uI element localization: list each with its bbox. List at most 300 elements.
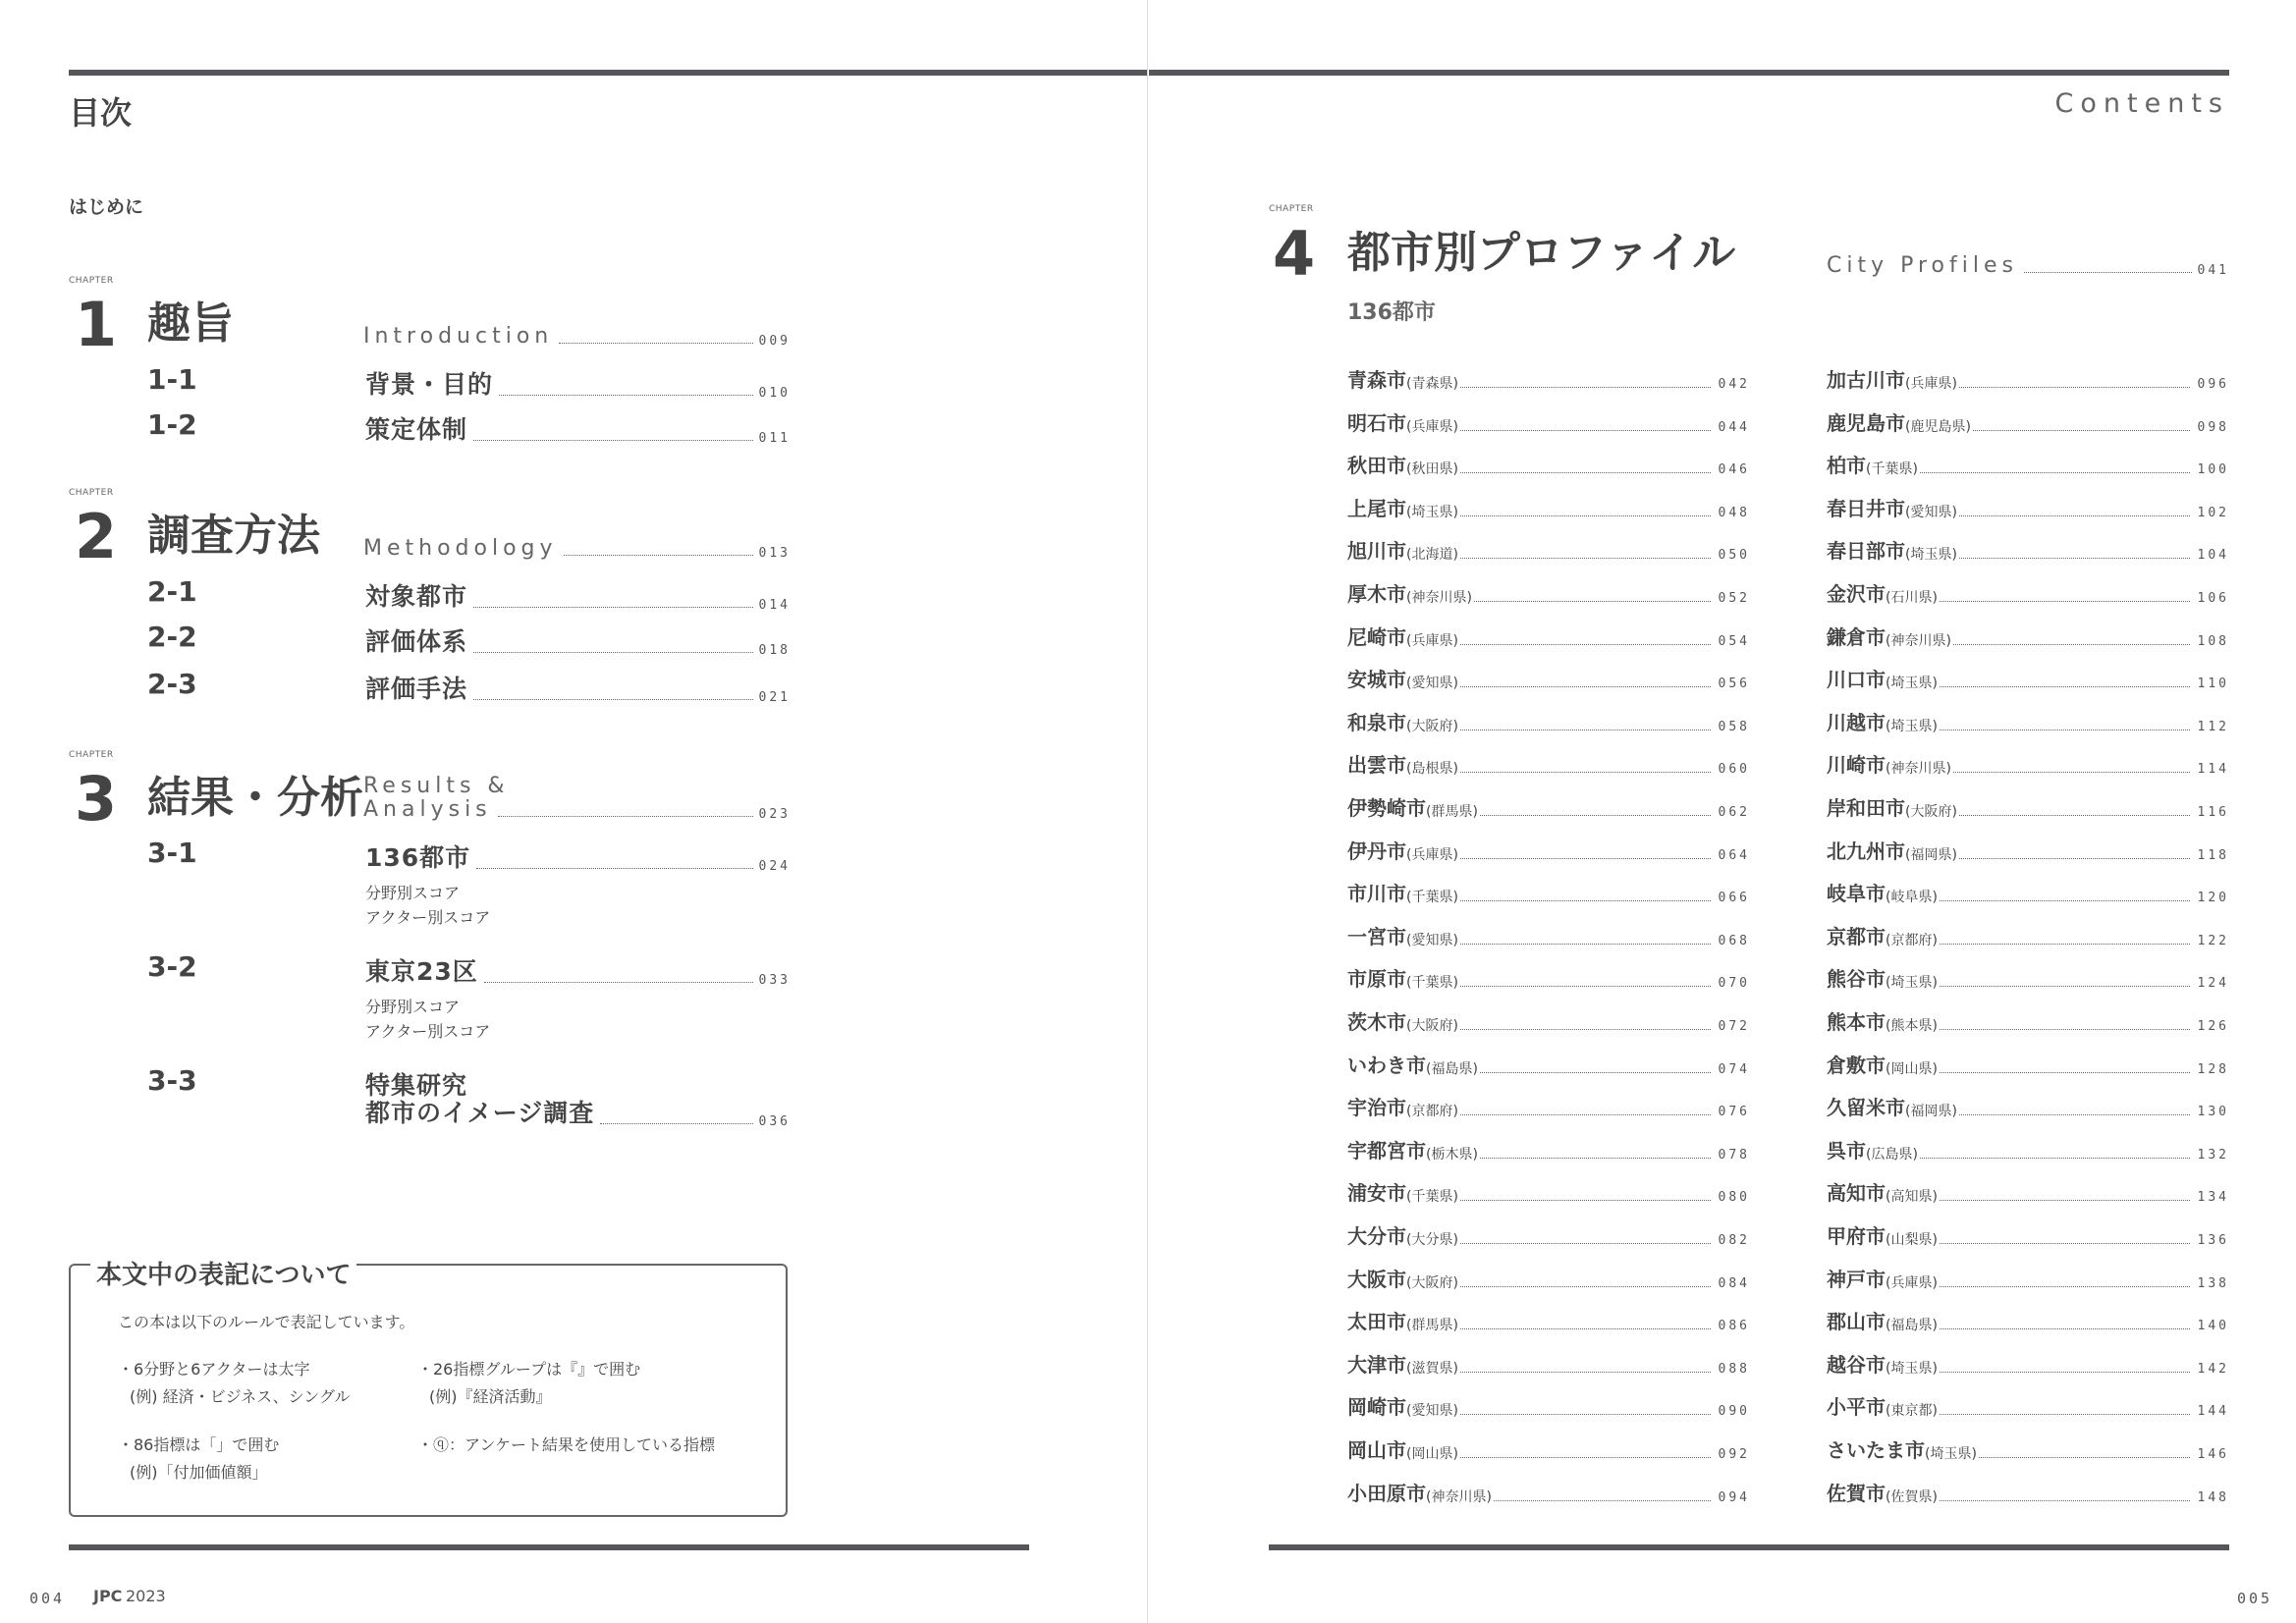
chapter-eng-title: Introduction xyxy=(363,324,554,349)
city-row[interactable] xyxy=(1347,410,1750,436)
page-number: 068 xyxy=(1718,933,1750,948)
city-row[interactable] xyxy=(1347,924,1750,949)
city-name: 甲府市 xyxy=(1827,1224,1886,1248)
city-name: 旭川市 xyxy=(1347,539,1406,564)
city-row[interactable] xyxy=(1827,1095,2229,1120)
leader-dots xyxy=(1460,1414,1711,1415)
city-row[interactable] xyxy=(1827,1180,2229,1206)
city-row[interactable] xyxy=(1827,1437,2229,1463)
city-name: 呉市 xyxy=(1827,1138,1866,1163)
chapter-title[interactable]: 都市別プロファイル xyxy=(1347,228,1736,278)
prefecture-name: (滋賀県) xyxy=(1406,1360,1458,1377)
city-row[interactable] xyxy=(1827,1053,2229,1078)
city-name: 川崎市 xyxy=(1827,753,1886,778)
leader-dots xyxy=(1959,515,2190,516)
page-number: 044 xyxy=(1718,419,1750,435)
page-number: 021 xyxy=(758,690,791,705)
city-name: 和泉市 xyxy=(1347,710,1406,734)
leader-dots xyxy=(1940,1414,2190,1415)
intro-link[interactable]: はじめに xyxy=(69,196,144,218)
prefecture-name: (愛知県) xyxy=(1406,932,1458,948)
city-row[interactable] xyxy=(1347,752,1750,778)
page-number: 072 xyxy=(1718,1019,1750,1034)
page-number: 058 xyxy=(1718,719,1750,734)
city-name: 明石市 xyxy=(1347,410,1406,435)
city-row[interactable] xyxy=(1347,1267,1750,1292)
leader-dots xyxy=(484,982,753,983)
page-number: 042 xyxy=(1718,377,1750,392)
notation-rule: ・6分野と6アクターは太字 xyxy=(118,1360,310,1379)
page-number: 136 xyxy=(2197,1233,2229,1248)
city-name: 鹿児島市 xyxy=(1827,410,1905,435)
toc-row-chapter-4[interactable] xyxy=(1827,253,2229,278)
page-number: 146 xyxy=(2197,1447,2229,1462)
city-row[interactable] xyxy=(1827,710,2229,735)
city-row[interactable] xyxy=(1347,966,1750,992)
section-title: 評価手法 xyxy=(365,675,468,703)
leader-dots xyxy=(1494,1500,1711,1501)
chapter-eng-title-line1: Results & xyxy=(363,774,510,798)
page-number: 122 xyxy=(2197,933,2229,948)
city-row[interactable] xyxy=(1827,453,2229,478)
city-name: 川越市 xyxy=(1827,710,1886,734)
city-row[interactable] xyxy=(1347,496,1750,521)
chapter-title[interactable]: 調査方法 xyxy=(147,511,320,561)
toc-row-section-3-3[interactable] xyxy=(365,1094,791,1129)
section-title: 評価体系 xyxy=(365,627,468,656)
leader-dots xyxy=(1460,1372,1711,1373)
toc-row-chapter-1[interactable] xyxy=(363,324,791,349)
city-row[interactable] xyxy=(1347,1394,1750,1420)
city-name: 高知市 xyxy=(1827,1181,1886,1206)
leader-dots xyxy=(1959,387,2190,388)
city-row[interactable] xyxy=(1827,752,2229,778)
leader-dots xyxy=(1460,387,1711,388)
page-number: 094 xyxy=(1718,1489,1750,1505)
prefecture-name: (愛知県) xyxy=(1406,1403,1458,1420)
bottom-rule-left xyxy=(69,1544,1029,1550)
prefecture-name: (兵庫県) xyxy=(1905,376,1957,392)
leader-dots xyxy=(1460,1243,1711,1244)
section-number: 3-3 xyxy=(147,1064,197,1097)
page-number: 148 xyxy=(2197,1489,2229,1505)
leader-dots xyxy=(1460,1114,1711,1115)
leader-dots xyxy=(1959,815,2190,816)
leader-dots xyxy=(473,440,753,441)
prefecture-name: (埼玉県) xyxy=(1886,718,1938,734)
page-number: 102 xyxy=(2197,505,2229,520)
notation-rule: ・26指標グループは『』で囲む xyxy=(417,1360,641,1379)
section-title: 対象都市 xyxy=(365,582,468,611)
leader-dots xyxy=(1460,558,1711,559)
city-name: 伊勢崎市 xyxy=(1347,796,1426,820)
leader-dots xyxy=(1480,1072,1711,1073)
page-gutter xyxy=(1147,0,1148,1623)
page-number: 104 xyxy=(2197,548,2229,564)
prefecture-name: (岡山県) xyxy=(1886,1060,1938,1077)
city-row[interactable] xyxy=(1827,410,2229,436)
leader-dots xyxy=(1460,1200,1711,1201)
city-row[interactable] xyxy=(1827,367,2229,393)
prefecture-name: (島根県) xyxy=(1406,761,1458,778)
page-number: 116 xyxy=(2197,805,2229,820)
prefecture-name: (石川県) xyxy=(1886,590,1938,606)
prefecture-name: (埼玉県) xyxy=(1886,975,1938,992)
page-number: 023 xyxy=(758,807,791,822)
chapter-eng-title-line2: Analysis xyxy=(363,797,492,822)
city-name: 一宮市 xyxy=(1347,924,1406,948)
leader-dots xyxy=(1460,900,1711,901)
prefecture-name: (群馬県) xyxy=(1426,804,1478,820)
leader-dots xyxy=(1940,1243,2190,1244)
page-number: 084 xyxy=(1718,1275,1750,1291)
city-row[interactable] xyxy=(1827,1267,2229,1292)
city-name: 熊谷市 xyxy=(1827,967,1886,992)
city-name: 青森市 xyxy=(1347,368,1406,392)
leader-dots xyxy=(1460,515,1711,516)
page-number: 013 xyxy=(758,546,791,561)
prefecture-name: (神奈川県) xyxy=(1406,590,1472,606)
page-number: 033 xyxy=(758,973,791,988)
leader-dots xyxy=(1940,1286,2190,1287)
prefecture-name: (大阪府) xyxy=(1905,804,1957,820)
page-number: 066 xyxy=(1718,891,1750,906)
leader-dots xyxy=(1460,686,1711,687)
leader-dots xyxy=(1940,601,2190,602)
page-number: 124 xyxy=(2197,976,2229,992)
city-row[interactable] xyxy=(1347,453,1750,478)
city-row[interactable] xyxy=(1827,1394,2229,1420)
page-number: 062 xyxy=(1718,805,1750,820)
page-number: 088 xyxy=(1718,1361,1750,1377)
section-title: 背景・目的 xyxy=(365,370,494,399)
page-number: 144 xyxy=(2197,1404,2229,1420)
city-row[interactable] xyxy=(1347,1053,1750,1078)
leader-dots xyxy=(1480,1158,1711,1159)
page-number: 036 xyxy=(758,1114,791,1129)
city-name: 倉敷市 xyxy=(1827,1053,1886,1077)
leader-dots xyxy=(473,652,753,653)
city-row[interactable] xyxy=(1827,1352,2229,1378)
leader-dots xyxy=(1460,1328,1711,1329)
page-number: 140 xyxy=(2197,1319,2229,1334)
prefecture-name: (神奈川県) xyxy=(1426,1488,1492,1505)
city-row[interactable] xyxy=(1347,881,1750,906)
city-row[interactable] xyxy=(1827,881,2229,906)
toc-row-section-2-1[interactable] xyxy=(365,577,791,613)
city-row[interactable] xyxy=(1347,1223,1750,1249)
toc-row-chapter-2[interactable] xyxy=(363,536,791,561)
city-row[interactable] xyxy=(1827,1009,2229,1035)
subsection-item[interactable]: アクター別スコア xyxy=(365,908,491,927)
prefecture-name: (北海道) xyxy=(1406,547,1458,564)
prefecture-name: (広島県) xyxy=(1866,1146,1918,1163)
city-row[interactable] xyxy=(1347,1180,1750,1206)
toc-row-section-3-1[interactable] xyxy=(365,839,791,874)
prefecture-name: (神奈川県) xyxy=(1886,632,1951,649)
prefecture-name: (兵庫県) xyxy=(1406,632,1458,649)
city-row[interactable] xyxy=(1347,1309,1750,1334)
page-number: 112 xyxy=(2197,719,2229,734)
prefecture-name: (福島県) xyxy=(1426,1060,1478,1077)
page-number: 060 xyxy=(1718,762,1750,778)
leader-dots xyxy=(1959,858,2190,859)
leader-dots xyxy=(1460,1457,1711,1458)
subsection-item[interactable]: 分野別スコア xyxy=(365,884,461,902)
prefecture-name: (京都府) xyxy=(1886,932,1938,948)
city-name: 岸和田市 xyxy=(1827,796,1905,820)
leader-dots xyxy=(1940,1500,2190,1501)
section-number: 2-1 xyxy=(147,575,197,608)
chapter-title[interactable]: 趣旨 xyxy=(147,298,234,349)
prefecture-name: (埼玉県) xyxy=(1886,676,1938,692)
prefecture-name: (千葉県) xyxy=(1406,975,1458,992)
page-number: 070 xyxy=(1718,976,1750,992)
city-name: 川口市 xyxy=(1827,668,1886,692)
city-row[interactable] xyxy=(1347,795,1750,821)
city-name: 京都市 xyxy=(1827,924,1886,948)
city-row[interactable] xyxy=(1827,924,2229,949)
section-number: 3-1 xyxy=(147,837,197,869)
city-row[interactable] xyxy=(1347,667,1750,692)
section-number: 1-2 xyxy=(147,408,197,441)
prefecture-name: (埼玉県) xyxy=(1406,504,1458,520)
section-title: 策定体制 xyxy=(365,415,468,444)
page-title-english: Contents xyxy=(2054,88,2229,119)
footer-brand: JPC xyxy=(93,1587,123,1605)
city-row[interactable] xyxy=(1347,581,1750,607)
city-row[interactable] xyxy=(1827,667,2229,692)
leader-dots xyxy=(1959,558,2190,559)
prefecture-name: (兵庫県) xyxy=(1406,846,1458,863)
city-name: 春日部市 xyxy=(1827,539,1905,564)
city-row[interactable] xyxy=(1827,581,2229,607)
notation-example: (例)『経済活動』 xyxy=(429,1387,552,1406)
leader-dots xyxy=(499,395,753,396)
prefecture-name: (愛知県) xyxy=(1905,504,1957,520)
city-name: 加古川市 xyxy=(1827,368,1905,392)
prefecture-name: (鹿児島県) xyxy=(1905,418,1971,435)
city-name: 神戸市 xyxy=(1827,1267,1886,1291)
city-row[interactable] xyxy=(1827,1138,2229,1163)
city-name: 宇都宮市 xyxy=(1347,1138,1426,1163)
prefecture-name: (山梨県) xyxy=(1886,1232,1938,1248)
prefecture-name: (群馬県) xyxy=(1406,1318,1458,1334)
leader-dots xyxy=(1940,686,2190,687)
leader-dots xyxy=(559,343,752,344)
notation-rule: ・ⓠ：アンケート結果を使用している指標 xyxy=(417,1435,716,1454)
leader-dots xyxy=(1979,1457,2190,1458)
city-name: 郡山市 xyxy=(1827,1310,1886,1334)
city-row[interactable] xyxy=(1827,1309,2229,1334)
section-number: 2-3 xyxy=(147,668,197,700)
prefecture-name: (京都府) xyxy=(1406,1104,1458,1120)
leader-dots xyxy=(1460,644,1711,645)
city-row[interactable] xyxy=(1347,839,1750,864)
page-number: 024 xyxy=(758,859,791,874)
notation-example: (例) 経済・ビジネス、シングル xyxy=(130,1387,351,1406)
city-row[interactable] xyxy=(1827,1481,2229,1506)
chapter-number: 4 xyxy=(1273,218,1316,290)
notation-rule: ・86指標は「」で囲む xyxy=(118,1435,280,1454)
city-name: 市川市 xyxy=(1347,882,1406,906)
page-number: 011 xyxy=(758,431,791,446)
subsection-item[interactable]: アクター別スコア xyxy=(365,1022,491,1041)
chapter-title[interactable]: 結果・分析 xyxy=(147,773,363,823)
city-row[interactable] xyxy=(1347,1352,1750,1378)
city-name: 安城市 xyxy=(1347,668,1406,692)
city-name: 市原市 xyxy=(1347,967,1406,992)
city-name: 北九州市 xyxy=(1827,839,1905,863)
leader-dots xyxy=(564,555,753,556)
toc-row-chapter-3[interactable] xyxy=(363,797,791,822)
page-number: 096 xyxy=(2197,377,2229,392)
prefecture-name: (埼玉県) xyxy=(1886,1360,1938,1377)
prefecture-name: (福岡県) xyxy=(1905,1104,1957,1120)
leader-dots xyxy=(1940,1029,2190,1030)
page-number: 050 xyxy=(1718,548,1750,564)
page-number: 086 xyxy=(1718,1319,1750,1334)
city-name: 佐賀市 xyxy=(1827,1481,1886,1505)
city-row[interactable] xyxy=(1347,1009,1750,1035)
chapter-tag: CHAPTER xyxy=(69,488,114,498)
prefecture-name: (千葉県) xyxy=(1866,461,1918,478)
toc-row-section-3-2[interactable] xyxy=(365,952,791,988)
city-row[interactable] xyxy=(1827,966,2229,992)
leader-dots xyxy=(1920,1158,2190,1159)
city-row[interactable] xyxy=(1347,710,1750,735)
top-rule-left xyxy=(69,70,1147,76)
leader-dots xyxy=(2024,272,2192,273)
notation-example: (例)「付加価値額」 xyxy=(130,1463,268,1482)
prefecture-name: (千葉県) xyxy=(1406,890,1458,906)
city-row[interactable] xyxy=(1827,1223,2229,1249)
chapter-tag: CHAPTER xyxy=(69,750,114,760)
city-name: 太田市 xyxy=(1347,1310,1406,1334)
page-number: 041 xyxy=(2197,263,2229,278)
city-name: 茨木市 xyxy=(1347,1010,1406,1034)
city-name: 岐阜市 xyxy=(1827,882,1886,906)
prefecture-name: (兵庫県) xyxy=(1406,418,1458,435)
toc-row-section-2-3[interactable] xyxy=(365,670,791,705)
page-number: 098 xyxy=(2197,419,2229,435)
toc-row-section-1-2[interactable] xyxy=(365,410,791,446)
section-number: 1-1 xyxy=(147,363,197,396)
page-title: 目次 xyxy=(69,94,133,132)
prefecture-name: (岡山県) xyxy=(1406,1446,1458,1462)
prefecture-name: (大阪府) xyxy=(1406,718,1458,734)
city-name: 上尾市 xyxy=(1347,496,1406,520)
page-number: 132 xyxy=(2197,1147,2229,1163)
page-number: 142 xyxy=(2197,1361,2229,1377)
footer-page-number: 005 xyxy=(2237,1590,2273,1607)
leader-dots xyxy=(1460,472,1711,473)
city-row[interactable] xyxy=(1827,538,2229,564)
leader-dots xyxy=(1460,944,1711,945)
leader-dots xyxy=(1460,1286,1711,1287)
city-row[interactable] xyxy=(1347,1095,1750,1120)
city-row[interactable] xyxy=(1347,624,1750,650)
city-row[interactable] xyxy=(1347,1437,1750,1463)
leader-dots xyxy=(1940,944,2190,945)
chapter-number: 2 xyxy=(75,501,118,572)
leader-dots xyxy=(1940,1072,2190,1073)
city-row[interactable] xyxy=(1827,624,2229,650)
prefecture-name: (神奈川県) xyxy=(1886,761,1951,778)
leader-dots xyxy=(600,1123,752,1124)
page-number: 082 xyxy=(1718,1233,1750,1248)
page-number: 126 xyxy=(2197,1019,2229,1034)
prefecture-name: (福島県) xyxy=(1886,1318,1938,1334)
city-row[interactable] xyxy=(1347,1481,1750,1506)
prefecture-name: (高知県) xyxy=(1886,1189,1938,1206)
leader-dots xyxy=(1940,900,2190,901)
section-title-line1: 特集研究 xyxy=(365,1071,468,1100)
leader-dots xyxy=(1460,986,1711,987)
page-number: 128 xyxy=(2197,1061,2229,1077)
leader-dots xyxy=(1940,1200,2190,1201)
prefecture-name: (岐阜県) xyxy=(1886,890,1938,906)
city-name: 尼崎市 xyxy=(1347,624,1406,649)
leader-dots xyxy=(1460,858,1711,859)
page-number: 052 xyxy=(1718,591,1750,606)
section-number: 3-2 xyxy=(147,950,197,983)
city-row[interactable] xyxy=(1827,496,2229,521)
page-number: 046 xyxy=(1718,462,1750,478)
city-row[interactable] xyxy=(1827,795,2229,821)
toc-row-section-1-1[interactable] xyxy=(365,365,791,401)
subsection-item[interactable]: 分野別スコア xyxy=(365,998,461,1016)
prefecture-name: (大阪府) xyxy=(1406,1274,1458,1291)
city-row[interactable] xyxy=(1827,839,2229,864)
section-title-line2: 都市のイメージ調査 xyxy=(365,1099,595,1127)
city-name: 久留米市 xyxy=(1827,1096,1905,1120)
page-number: 110 xyxy=(2197,676,2229,692)
page-number: 048 xyxy=(1718,505,1750,520)
city-row[interactable] xyxy=(1347,538,1750,564)
toc-row-section-2-2[interactable] xyxy=(365,622,791,658)
city-name: 大分市 xyxy=(1347,1224,1406,1248)
page-number: 130 xyxy=(2197,1105,2229,1120)
chapter-number: 1 xyxy=(75,289,118,360)
chapter-number: 3 xyxy=(75,763,118,835)
city-name: 熊本市 xyxy=(1827,1010,1886,1034)
leader-dots xyxy=(1460,1029,1711,1030)
leader-dots xyxy=(1953,772,2190,773)
leader-dots xyxy=(1480,815,1711,816)
section-number: 2-2 xyxy=(147,621,197,653)
leader-dots xyxy=(1460,430,1711,431)
city-name: 鎌倉市 xyxy=(1827,624,1886,649)
city-row[interactable] xyxy=(1347,1138,1750,1163)
page-number: 106 xyxy=(2197,591,2229,606)
leader-dots xyxy=(1940,986,2190,987)
leader-dots xyxy=(1973,430,2190,431)
chapter-subtitle: 136都市 xyxy=(1347,300,1436,325)
leader-dots xyxy=(476,868,752,869)
city-name: 柏市 xyxy=(1827,454,1866,478)
city-name: いわき市 xyxy=(1347,1053,1426,1077)
city-name: 秋田市 xyxy=(1347,454,1406,478)
city-name: 金沢市 xyxy=(1827,582,1886,606)
top-rule-right xyxy=(1149,70,2229,76)
city-row[interactable] xyxy=(1347,367,1750,393)
page-number: 010 xyxy=(758,386,791,401)
page-number: 108 xyxy=(2197,633,2229,649)
page-number: 138 xyxy=(2197,1275,2229,1291)
leader-dots xyxy=(473,699,753,700)
footer-page-number: 004 xyxy=(29,1590,66,1607)
